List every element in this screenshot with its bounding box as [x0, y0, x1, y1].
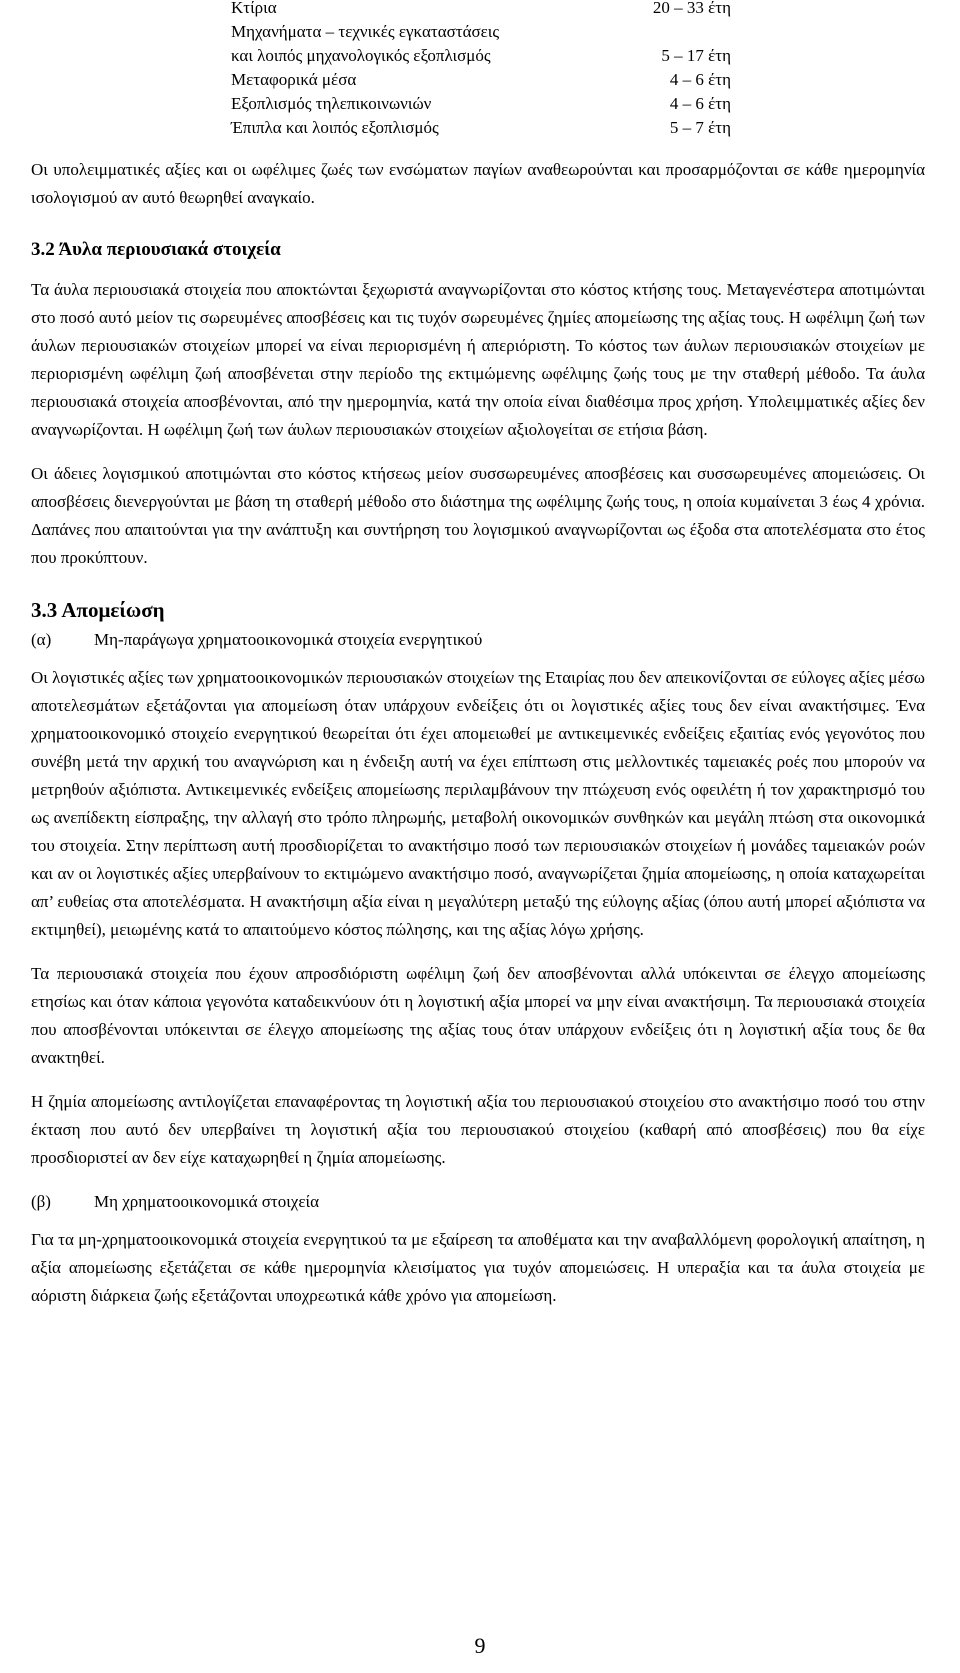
- indefinite-life-paragraph: Τα περιουσιακά στοιχεία που έχουν απροσδιόριστη ωφέλιμη ζωή δεν αποσβένονται αλλά υπόκεινται σε έλεγχο απομείωσης ετησίως και όταν κάποια γεγονότα καταδεικνύουν ότι η λογιστική αξία μπορεί να μην είναι ανακτήσιμη. Τα περιουσιακά στοιχεία που αποσβένονται υπόκεινται σε έλεγχο απομείωσης της αξίας τους όταν υπάρχουν ενδείξεις ότι η λογιστική αξία τους δε θα ανακτηθεί.: [31, 964, 925, 1067]
- useful-life-value: 4 – 6 έτη: [669, 94, 731, 113]
- asset-category: και λοιπός μηχανολογικός εξοπλισμός: [231, 46, 491, 65]
- financial-assets-impairment-paragraph: Οι λογιστικές αξίες των χρηματοοικονομικών περιουσιακών στοιχείων της Εταιρίας που δεν απεικονίζονται σε εύλογες αξίες μέσω αποτελεσμάτων εξετάζονται για απομείωση όταν υπάρχουν ενδείξεις ότι οι λογιστικές αξίες τους δεν είναι ανακτήσιμες. Ένα χρηματοοικονομικό στοιχείο ενεργητικού θεωρείται ότι έχει απομειωθεί με αντικειμενικές ενδείξεις εξαιτίας ενός γεγονότος που συνέβη μετά την αρχική του αναγνώριση και η ένδειξη αυτή να έχει επίπτωση στις μελλοντικές ταμειακές ροές που μπορούν να μετρηθούν αξιόπιστα. Αντικειμενικές ενδείξεις απομείωσης περιλαμβάνουν την πτώχευση ενός οφειλέτη ή τον χαρακτηρισμό του ως ανεπίδεκτη είσπραξης, την αλλαγή στο τρόπο πληρωμής, μεταβολή οικονομικών συνθηκών και μεγάλη πτώση στα οικονομικά του στοιχεία. Στην περίπτωση αυτή προσδιορίζεται το ανακτήσιμο ποσό των περιουσιακών στοιχείων ή μονάδες ταμειακών ροών και αν οι λογιστικές αξίες υπερβαίνουν το εκτιμώμενο ανακτήσιμο ποσό, αναγνωρίζεται ζημία απομείωσης, η οποία καταχωρείται απ’ ευθείας στα αποτελέσματα. Η ανακτήσιμη αξία είναι η μεγαλύτερη μεταξύ της εύλογης αξίας (όπου αυτή μπορεί αξιόπιστα να εκτιμηθεί), μειωμένης κατά το απαιτούμενο κόστος πώλησης, και της αξίας λόγω χρήσης.: [31, 668, 925, 939]
- software-licences-paragraph: Οι άδειες λογισμικού αποτιμώνται στο κόστος κτήσεως μείον συσσωρευμένες αποσβέσεις και συσσωρευμένες απομειώσεις. Οι αποσβέσεις διενεργούνται με βάση τη σταθερή μέθοδο στο διάστημα της ωφέλιμης ζωής τους, η οποία κυμαίνεται 3 έως 4 χρόνια. Δαπάνες που απαιτούνται για την ανάπτυξη και συντήρηση του λογισμικού αναγνωρίζονται ως έξοδα στα αποτελέσματα στο έτος που προκύπτουν.: [31, 464, 925, 567]
- impairment-reversal-paragraph: Η ζημία απομείωσης αντιλογίζεται επαναφέροντας τη λογιστική αξία του περιουσιακού στοιχείου στο ανακτήσιμο ποσό του στην έκταση που αυτό δεν υπερβαίνει τη λογιστική αξία του περιουσιακού στοιχείου (καθαρή από αποσβέσεις) που θα είχε προσδιοριστεί αν δεν είχε καταχωρηθεί η ζημία απομείωσης.: [31, 1092, 925, 1167]
- useful-life-value: 4 – 6 έτη: [669, 70, 731, 89]
- table-row: [231, 20, 731, 44]
- section-3-3-heading: 3.3 Απομείωση: [31, 598, 165, 622]
- table-row: [231, 92, 731, 116]
- useful-life-table: [231, 0, 731, 140]
- asset-category: Μηχανήματα – τεχνικές εγκαταστάσεις: [231, 22, 500, 41]
- subsection-title: Μη χρηματοοικονομικά στοιχεία: [94, 1192, 319, 1211]
- non-financial-assets-paragraph: Για τα μη-χρηματοοικονομικά στοιχεία ενεργητικού τα με εξαίρεση τα αποθέματα και την αναβαλλόμενη φορολογική απαίτηση, η αξία απομείωσης εξετάζεται σε κάθε ημερομηνία κλεισίματος για τυχόν απομειώσεις. Η υπεραξία και τα άυλα στοιχεία με αόριστη διάρκεια ζωής εξετάζονται υποχρεωτικά κάθε χρόνο για απομείωση.: [31, 1230, 925, 1305]
- table-row: [231, 116, 731, 140]
- asset-category: Κτίρια: [231, 0, 277, 17]
- asset-category: Εξοπλισμός τηλεπικοινωνιών: [231, 94, 432, 113]
- useful-life-value: 5 – 17 έτη: [661, 46, 731, 65]
- intangibles-paragraph: Τα άυλα περιουσιακά στοιχεία που αποκτώνται ξεχωριστά αναγνωρίζονται στο κόστος κτήσης τους. Μεταγενέστερα αποτιμώνται στο ποσό αυτό μείον τις σωρευμένες αποσβέσεις και τις τυχόν σωρευμένες ζημίες απομείωσης της αξίας τους. Η ωφέλιμη ζωή των άυλων περιουσιακών στοιχείων μπορεί να είναι περιορισμένη ή απεριόριστη. Το κόστος των άυλων περιουσιακών στοιχείων με περιορισμένη ωφέλιμη ζωή αποσβένεται στην περίοδο της εκτιμώμενης ωφέλιμης ζωής τους με την σταθερή μέθοδο. Τα άυλα περιουσιακά στοιχεία αποσβένονται, από την ημερομηνία, κατά την οποία είναι διαθέσιμα προς χρήση. Υπολειμματικές αξίες δεν αναγνωρίζονται. Η ωφέλιμη ζωή των άυλων περιουσιακών στοιχείων αξιολογείται σε ετήσια βάση.: [31, 280, 925, 439]
- subsection-a-heading: [31, 626, 925, 654]
- asset-category: Μεταφορικά μέσα: [231, 70, 357, 89]
- table-row: [231, 68, 731, 92]
- page-content: [31, 0, 925, 1310]
- section-3-2-heading: 3.2 Άυλα περιουσιακά στοιχεία: [31, 239, 281, 260]
- subsection-mark: (α): [31, 630, 52, 649]
- subsection-title: Μη-παράγωγα χρηματοοικονομικά στοιχεία ενεργητικού: [94, 630, 483, 649]
- residual-values-paragraph: Οι υπολειμματικές αξίες και οι ωφέλιμες ζωές των ενσώματων παγίων αναθεωρούνται και προσαρμόζονται σε κάθε ημερομηνία ισολογισμού αν αυτό θεωρηθεί αναγκαίο.: [31, 160, 925, 207]
- subsection-mark: (β): [31, 1192, 51, 1211]
- useful-life-value: 5 – 7 έτη: [669, 118, 731, 137]
- table-row: [231, 0, 731, 20]
- subsection-b-heading: [31, 1188, 925, 1216]
- asset-category: Έπιπλα και λοιπός εξοπλισμός: [231, 118, 439, 137]
- useful-life-value: 20 – 33 έτη: [652, 0, 731, 17]
- useful-life-value: [591, 20, 731, 44]
- page-number: 9: [474, 1633, 486, 1658]
- table-row: [231, 44, 731, 68]
